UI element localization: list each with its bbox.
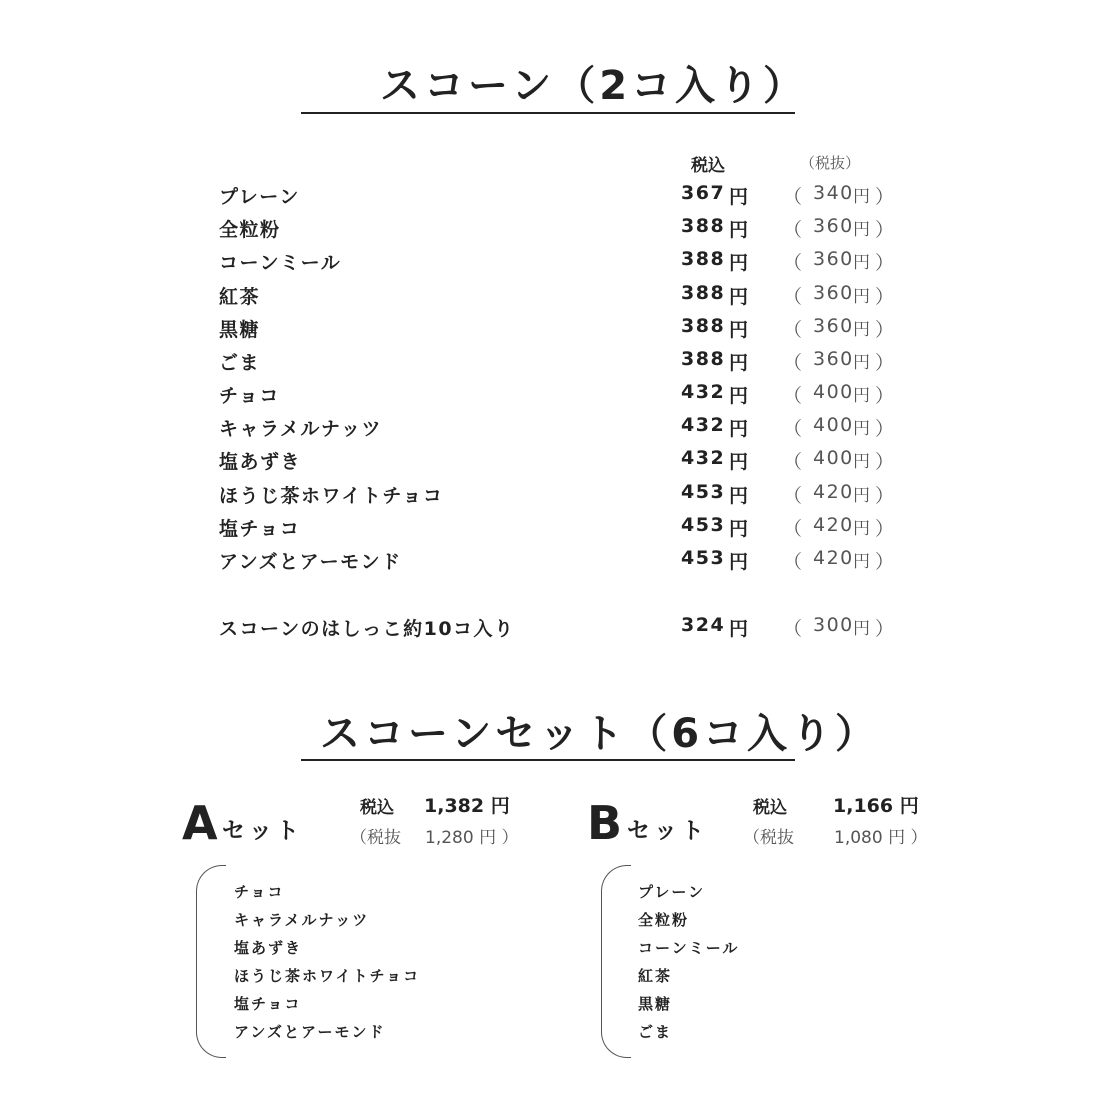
paren-close: ）	[875, 551, 896, 573]
set-b-tax-included-label: 税込	[753, 798, 787, 818]
paren-open: （	[783, 186, 804, 208]
paren-close: ）	[875, 385, 896, 407]
price-tax-excluded: 360	[813, 282, 854, 304]
menu-row	[219, 414, 899, 444]
yen-unit: 円	[729, 186, 750, 208]
price-tax-excluded: 420	[813, 514, 854, 536]
set-list-item: 紅茶	[638, 967, 673, 985]
column-header-tax-excluded: （税抜）	[800, 154, 861, 172]
yen-unit-excluded: 円	[853, 486, 872, 506]
price-tax-excluded: 400	[813, 381, 854, 403]
price-tax-included: 324	[681, 614, 726, 636]
menu-row	[219, 315, 899, 345]
yen-unit-excluded: 円	[853, 187, 872, 207]
paren-close: ）	[875, 319, 896, 341]
menu-item-name: 紅茶	[219, 286, 261, 308]
yen-unit: 円	[729, 385, 750, 407]
price-tax-included: 453	[681, 514, 726, 536]
menu-row	[219, 215, 899, 245]
menu-row	[219, 182, 899, 212]
paren-close: ）	[875, 352, 896, 374]
menu-row	[219, 282, 899, 312]
set-list-item: 塩チョコ	[234, 995, 302, 1013]
section-title-scone-set: スコーンセット（6コ入り）	[320, 711, 880, 757]
set-list-item: ほうじ茶ホワイトチョコ	[234, 967, 421, 985]
menu-item-name: 塩あずき	[219, 451, 302, 473]
price-tax-included: 367	[681, 182, 726, 204]
price-tax-excluded: 360	[813, 315, 854, 337]
paren-close: ）	[875, 219, 896, 241]
yen-unit-excluded: 円	[853, 552, 872, 572]
price-tax-included: 432	[681, 447, 726, 469]
paren-open: （	[783, 352, 804, 374]
paren-close: ）	[875, 518, 896, 540]
yen-unit: 円	[729, 485, 750, 507]
yen-unit-excluded: 円	[853, 353, 872, 373]
paren-close: ）	[875, 618, 896, 640]
yen-unit-excluded: 円	[853, 619, 872, 639]
paren-close: ）	[875, 286, 896, 308]
set-a-tax-excluded-price: 1,280 円 ）	[425, 828, 519, 848]
menu-row	[219, 348, 899, 378]
yen-unit: 円	[729, 252, 750, 274]
yen-unit-excluded: 円	[853, 386, 872, 406]
set-b-label: セット	[627, 818, 708, 844]
set-b-letter: B	[587, 796, 623, 850]
menu-item-name: 黒糖	[219, 319, 261, 341]
set-list-item: プレーン	[638, 883, 706, 901]
set-a-tax-included-price: 1,382 円	[424, 795, 510, 817]
set-a-letter: A	[182, 796, 218, 850]
yen-unit-excluded: 円	[853, 220, 872, 240]
paren-open: （	[783, 286, 804, 308]
set-b-tax-excluded-label: （税抜	[743, 828, 794, 848]
price-tax-included: 432	[681, 414, 726, 436]
yen-unit-excluded: 円	[853, 452, 872, 472]
set-b-tax-included-price: 1,166 円	[833, 795, 919, 817]
price-tax-included: 388	[681, 215, 726, 237]
set-list-item: キャラメルナッツ	[234, 911, 370, 929]
set-list-item: ごま	[638, 1023, 673, 1041]
set-list-item: チョコ	[234, 883, 285, 901]
menu-row	[219, 248, 899, 278]
paren-open: （	[783, 219, 804, 241]
yen-unit: 円	[729, 319, 750, 341]
paren-close: ）	[875, 186, 896, 208]
menu-item-name: コーンミール	[219, 252, 342, 274]
yen-unit: 円	[729, 352, 750, 374]
price-tax-excluded: 360	[813, 215, 854, 237]
section-title-scone: スコーン（2コ入り）	[380, 63, 808, 109]
set-a-tax-included-label: 税込	[360, 798, 394, 818]
yen-unit: 円	[729, 518, 750, 540]
menu-item-name: ごま	[219, 352, 261, 374]
set-list-item: 全粒粉	[638, 911, 690, 929]
paren-open: （	[783, 451, 804, 473]
menu-item-name: 塩チョコ	[219, 518, 301, 540]
menu-row	[219, 481, 899, 511]
paren-open: （	[783, 385, 804, 407]
yen-unit: 円	[729, 286, 750, 308]
menu-row	[219, 447, 899, 477]
price-tax-excluded: 360	[813, 348, 854, 370]
paren-close: ）	[875, 418, 896, 440]
paren-open: （	[783, 618, 804, 640]
menu-row	[219, 514, 899, 544]
column-header-tax-included: 税込	[691, 156, 725, 176]
yen-unit-excluded: 円	[853, 519, 872, 539]
price-tax-included: 388	[681, 348, 726, 370]
set-b-tax-excluded-price: 1,080 円 ）	[834, 828, 928, 848]
set-a-bracket	[196, 865, 226, 1058]
menu-item-name: 全粒粉	[219, 219, 281, 241]
menu-item-name: ほうじ茶ホワイトチョコ	[219, 485, 444, 507]
yen-unit-excluded: 円	[853, 253, 872, 273]
menu-row	[219, 547, 899, 577]
price-tax-excluded: 300	[813, 614, 854, 636]
title-underline	[301, 112, 795, 114]
price-tax-excluded: 400	[813, 414, 854, 436]
set-a-label: セット	[222, 818, 303, 844]
title-underline-set	[301, 759, 795, 761]
set-list-item: コーンミール	[638, 939, 740, 957]
yen-unit: 円	[729, 618, 750, 640]
menu-row	[219, 381, 899, 411]
price-tax-excluded: 340	[813, 182, 854, 204]
yen-unit: 円	[729, 451, 750, 473]
price-tax-excluded: 420	[813, 547, 854, 569]
paren-open: （	[783, 518, 804, 540]
menu-item-name: チョコ	[219, 385, 280, 407]
price-tax-included: 432	[681, 381, 726, 403]
yen-unit-excluded: 円	[853, 419, 872, 439]
yen-unit-excluded: 円	[853, 320, 872, 340]
menu-row-extra	[219, 614, 899, 644]
menu-item-name: キャラメルナッツ	[219, 418, 383, 440]
price-tax-included: 453	[681, 547, 726, 569]
paren-open: （	[783, 485, 804, 507]
menu-item-name: アンズとアーモンド	[219, 551, 402, 573]
menu-item-name: スコーンのはしっこ約10コ入り	[219, 618, 515, 640]
price-tax-excluded: 360	[813, 248, 854, 270]
paren-open: （	[783, 252, 804, 274]
paren-close: ）	[875, 451, 896, 473]
paren-close: ）	[875, 252, 896, 274]
paren-open: （	[783, 418, 804, 440]
price-tax-excluded: 420	[813, 481, 854, 503]
paren-close: ）	[875, 485, 896, 507]
price-tax-included: 453	[681, 481, 726, 503]
set-b-bracket	[601, 865, 631, 1058]
yen-unit: 円	[729, 551, 750, 573]
paren-open: （	[783, 319, 804, 341]
set-list-item: アンズとアーモンド	[234, 1023, 386, 1041]
price-tax-included: 388	[681, 282, 726, 304]
set-a-item-list	[234, 878, 420, 1046]
paren-open: （	[783, 551, 804, 573]
price-tax-included: 388	[681, 248, 726, 270]
yen-unit-excluded: 円	[853, 287, 872, 307]
set-list-item: 塩あずき	[234, 939, 303, 957]
price-tax-included: 388	[681, 315, 726, 337]
set-list-item: 黒糖	[638, 995, 673, 1013]
yen-unit: 円	[729, 219, 750, 241]
yen-unit: 円	[729, 418, 750, 440]
price-tax-excluded: 400	[813, 447, 854, 469]
set-b-item-list	[638, 878, 739, 1046]
menu-item-name: プレーン	[219, 186, 300, 208]
set-a-tax-excluded-label: （税抜	[350, 828, 401, 848]
